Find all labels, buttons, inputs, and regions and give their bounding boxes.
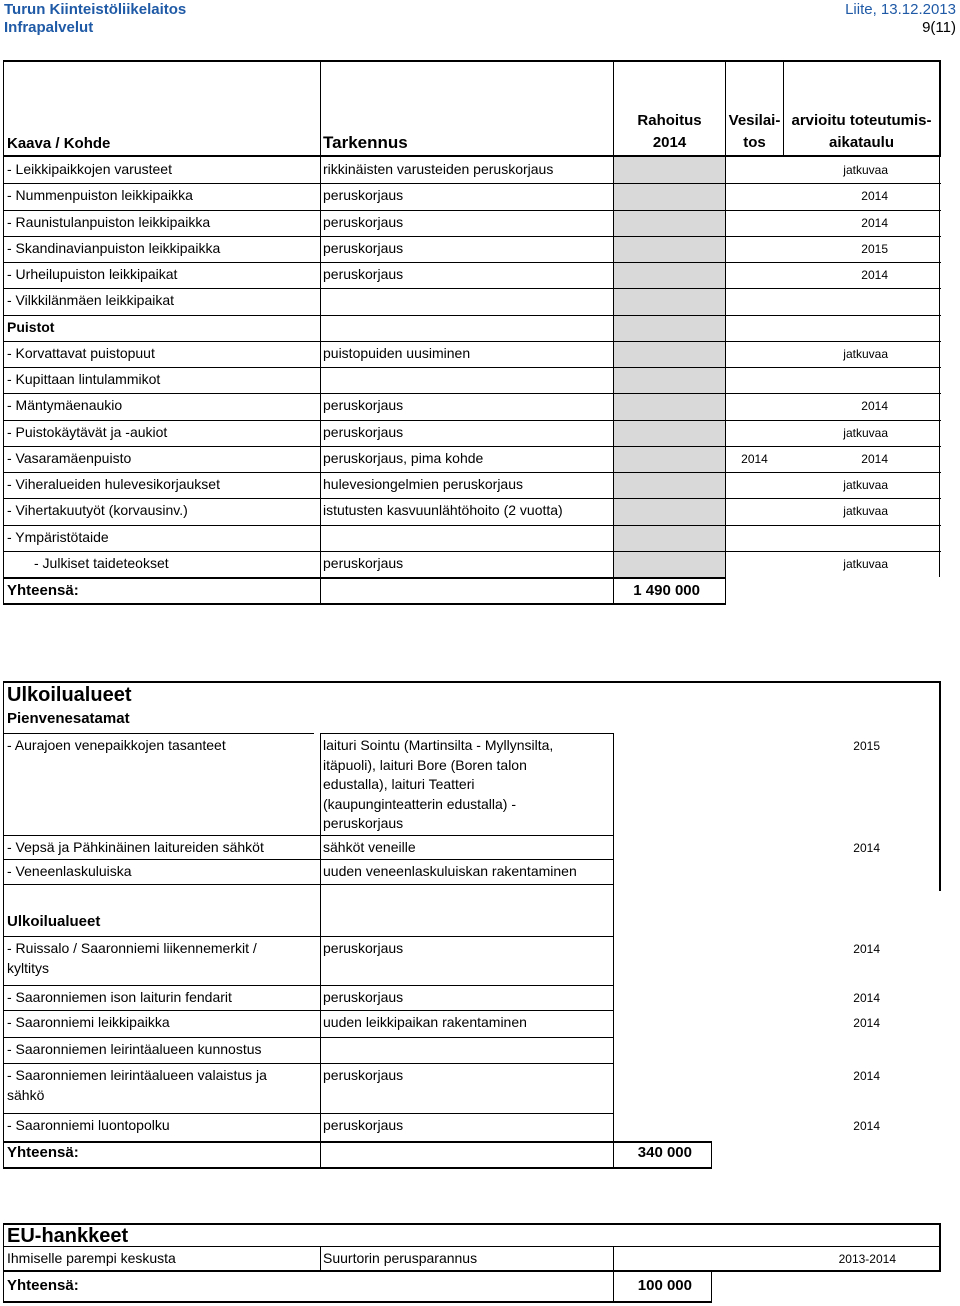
row-kohde: - Mäntymäenaukio [7,397,123,413]
row-tarkennus: peruskorjaus [323,989,404,1005]
row-aikataulu: jatkuvaa [843,557,888,571]
row-aikataulu: 2015 [861,242,888,256]
row-aikataulu: jatkuvaa [843,504,888,518]
row-kohde: - Viheralueiden hulevesikorjaukset [7,476,220,492]
row-aikataulu: 2014 [861,452,888,466]
row-kohde: - Vihertakuutyöt (korvausinv.) [7,502,188,518]
row-aikataulu: 2014 [853,991,880,1005]
row-aikataulu: 2014 [853,841,880,855]
row-kohde: - Raunistulanpuiston leikkipaikka [7,214,211,230]
row-aikataulu: jatkuvaa [843,478,888,492]
column-header-rahoitus-year: 2014 [652,134,687,151]
row-kohde: - Kupittaan lintulammikot [7,371,161,387]
row-tarkennus: peruskorjaus [323,187,404,203]
row-aikataulu: 2014 [861,189,888,203]
row-kohde: Puistot [7,319,55,335]
row-tarkennus-line: sähköt veneille [323,839,416,855]
row-kohde-line: - Saaronniemi luontopolku [7,1117,170,1133]
eu-row-tarkennus: Suurtorin perusparannus [323,1250,478,1266]
row-kohde: - Korvattavat puistopuut [7,345,155,361]
row-kohde: - Vasaramäenpuisto [7,450,132,466]
row-tarkennus-line: (kaupunginteatterin edustalla) - [323,795,517,812]
row-tarkennus-line: edustalla), laituri Teatteri [323,776,475,792]
row-tarkennus: hulevesiongelmien peruskorjaus [323,476,524,492]
row-kohde: - Nummenpuiston leikkipaikka [7,187,193,203]
row-kohde: - Julkiset taideteokset [34,555,169,571]
column-header-kohde: Kaava / Kohde [7,135,111,152]
row-aikataulu: 2014 [853,1069,880,1083]
row-tarkennus: peruskorjaus [323,240,404,256]
row-kohde: - Leikkipaikkojen varusteet [7,161,172,177]
column-header-aikataulu-2: aikataulu [828,134,895,151]
row-aikataulu: jatkuvaa [843,347,888,361]
org-name: Turun Kiinteistöliikelaitos [4,1,187,18]
page-number: 9(11) [922,19,956,36]
row-tarkennus-line: peruskorjaus [323,815,404,831]
row-aikataulu: 2014 [853,1119,880,1133]
row-kohde-line: - Ruissalo / Saaronniemi liikennemerkit / [7,940,257,956]
row-tarkennus: peruskorjaus [323,266,404,282]
column-header-vesilaitos: Vesilai- [728,112,781,129]
row-tarkennus: istutusten kasvuunlähtöhoito (2 vuotta) [323,502,563,518]
row-aikataulu: 2014 [861,268,888,282]
attachment-date: Liite, 13.12.2013 [845,1,956,18]
section2-subtitle-ulkoilualueet: Ulkoilualueet [7,913,101,930]
row-tarkennus: peruskorjaus [323,1067,404,1083]
row-tarkennus: peruskorjaus [323,397,404,413]
row-tarkennus: rikkinäisten varusteiden peruskorjaus [323,161,554,177]
row-kohde: - Ympäristötaide [7,529,109,545]
row-aikataulu: 2015 [853,739,880,753]
row-kohde-line: - Saaronniemen leirintäalueen kunnostus [7,1041,262,1057]
row-tarkennus: uuden leikkipaikan rakentaminen [323,1014,527,1030]
row-aikataulu: 2014 [861,399,888,413]
row-kohde: - Puistokäytävät ja -aukiot [7,424,168,440]
row-tarkennus: peruskorjaus, pima kohde [323,450,484,466]
row-tarkennus: peruskorjaus [323,424,404,440]
column-header-rahoitus: Rahoitus [637,112,702,129]
row-kohde: - Skandinavianpuiston leikkipaikka [7,240,221,256]
row-kohde-line: - Saaronniemi leikkipaikka [7,1014,170,1030]
row-kohde: - Vilkkilänmäen leikkipaikat [7,292,175,308]
row-aikataulu: jatkuvaa [843,426,888,440]
row-aikataulu: 2014 [853,1016,880,1030]
section1-total-value: 1 490 000 [633,582,700,599]
row-kohde: - Veneenlaskuluiska [7,863,132,879]
row-tarkennus-line: itäpuoli), laituri Bore (Boren talon [323,756,527,773]
row-kohde: - Vepsä ja Pähkinäinen laitureiden sähköt [7,839,264,855]
section3-total-label: Yhteensä: [7,1277,79,1294]
eu-row-kohde: Ihmiselle parempi keskusta [7,1250,176,1266]
row-kohde-line: - Saaronniemen leirintäalueen valaistus ja [7,1067,267,1083]
row-kohde: - Urheilupuiston leikkipaikat [7,266,178,282]
column-header-tarkennus: Tarkennus [323,133,408,152]
row-tarkennus: peruskorjaus [323,214,404,230]
row-aikataulu: jatkuvaa [843,163,888,177]
row-tarkennus: puistopuiden uusiminen [323,345,471,361]
row-vesilaitos: 2014 [741,452,768,466]
row-tarkennus-line: laituri Sointu (Martinsilta - Myllynsilta, [323,737,554,753]
section3-total-value: 100 000 [637,1277,692,1294]
row-tarkennus: peruskorjaus [323,1117,404,1133]
row-tarkennus-line: uuden veneenlaskuluiskan rakentaminen [323,863,577,879]
section3-title: EU-hankkeet [7,1225,129,1247]
section2-total-value: 340 000 [637,1144,692,1161]
row-tarkennus: peruskorjaus [323,940,404,956]
section2-subtitle-pienvenesatamat: Pienvenesatamat [7,710,130,727]
row-aikataulu: 2014 [853,942,880,956]
column-header-aikataulu: arvioitu toteutumis- [791,112,932,129]
row-kohde: - Aurajoen venepaikkojen tasanteet [7,737,226,753]
row-kohde-line: - Saaronniemen ison laiturin fendarit [7,989,232,1005]
department-name: Infrapalvelut [4,19,94,36]
row-tarkennus: peruskorjaus [323,555,404,571]
section2-total-label: Yhteensä: [7,1144,79,1161]
row-kohde-line: sähkö [7,1086,45,1103]
eu-row-aikataulu: 2013-2014 [838,1252,896,1266]
row-aikataulu: 2014 [861,216,888,230]
section1-total-label: Yhteensä: [7,582,79,599]
column-header-vesilaitos-2: tos [743,134,766,151]
section2-title: Ulkoilualueet [7,684,132,706]
row-kohde-line: kyltitys [7,959,49,976]
